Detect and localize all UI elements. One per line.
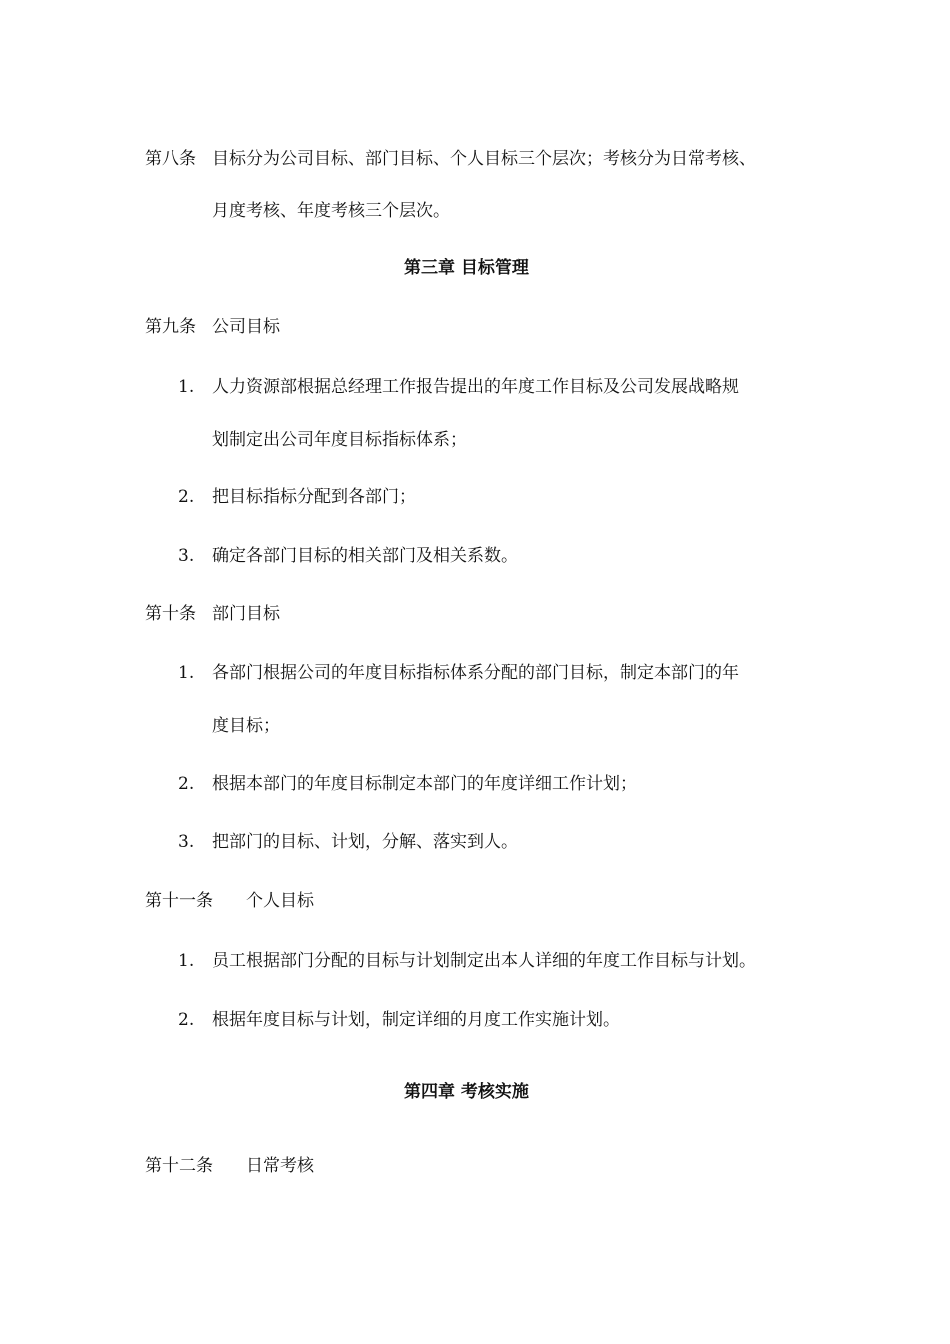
article-8-text-line-2: 月度考核、年度考核三个层次。 xyxy=(212,201,450,221)
list-item-number: 3. xyxy=(178,546,195,566)
article-12-label: 第十二条 xyxy=(145,1156,213,1176)
list-item-text: 各部门根据公司的年度目标指标体系分配的部门目标，制定本部门的年 xyxy=(212,663,739,683)
list-item-text-continued: 划制定出公司年度目标指标体系； xyxy=(212,430,467,450)
article-12-title: 日常考核 xyxy=(246,1156,314,1176)
chapter-4-heading: 第四章 考核实施 xyxy=(404,1082,529,1102)
list-item-number: 2. xyxy=(178,487,195,507)
list-item-number: 1. xyxy=(178,663,195,683)
article-8-label: 第八条 xyxy=(145,149,196,169)
list-item-text: 根据本部门的年度目标制定本部门的年度详细工作计划； xyxy=(212,774,637,794)
article-9-title: 公司目标 xyxy=(212,317,280,337)
article-10-label: 第十条 xyxy=(145,604,196,624)
article-10-title: 部门目标 xyxy=(212,604,280,624)
list-item-text: 人力资源部根据总经理工作报告提出的年度工作目标及公司发展战略规 xyxy=(212,377,739,397)
list-item-number: 2. xyxy=(178,774,195,794)
list-item-text: 根据年度目标与计划，制定详细的月度工作实施计划。 xyxy=(212,1010,620,1030)
list-item-number: 2. xyxy=(178,1010,195,1030)
chapter-3-heading: 第三章 目标管理 xyxy=(404,258,529,278)
list-item-number: 1. xyxy=(178,377,195,397)
article-11-title: 个人目标 xyxy=(246,891,314,911)
article-11-label: 第十一条 xyxy=(145,891,213,911)
article-9-label: 第九条 xyxy=(145,317,196,337)
list-item-number: 3. xyxy=(178,832,195,852)
article-8-text-line-1: 目标分为公司目标、部门目标、个人目标三个层次；考核分为日常考核、 xyxy=(212,149,756,169)
list-item-text: 确定各部门目标的相关部门及相关系数。 xyxy=(212,546,518,566)
list-item-text: 把部门的目标、计划，分解、落实到人。 xyxy=(212,832,518,852)
list-item-text: 把目标指标分配到各部门； xyxy=(212,487,416,507)
list-item-number: 1. xyxy=(178,951,195,971)
list-item-text: 员工根据部门分配的目标与计划制定出本人详细的年度工作目标与计划。 xyxy=(212,951,756,971)
list-item-text-continued: 度目标； xyxy=(212,716,280,736)
